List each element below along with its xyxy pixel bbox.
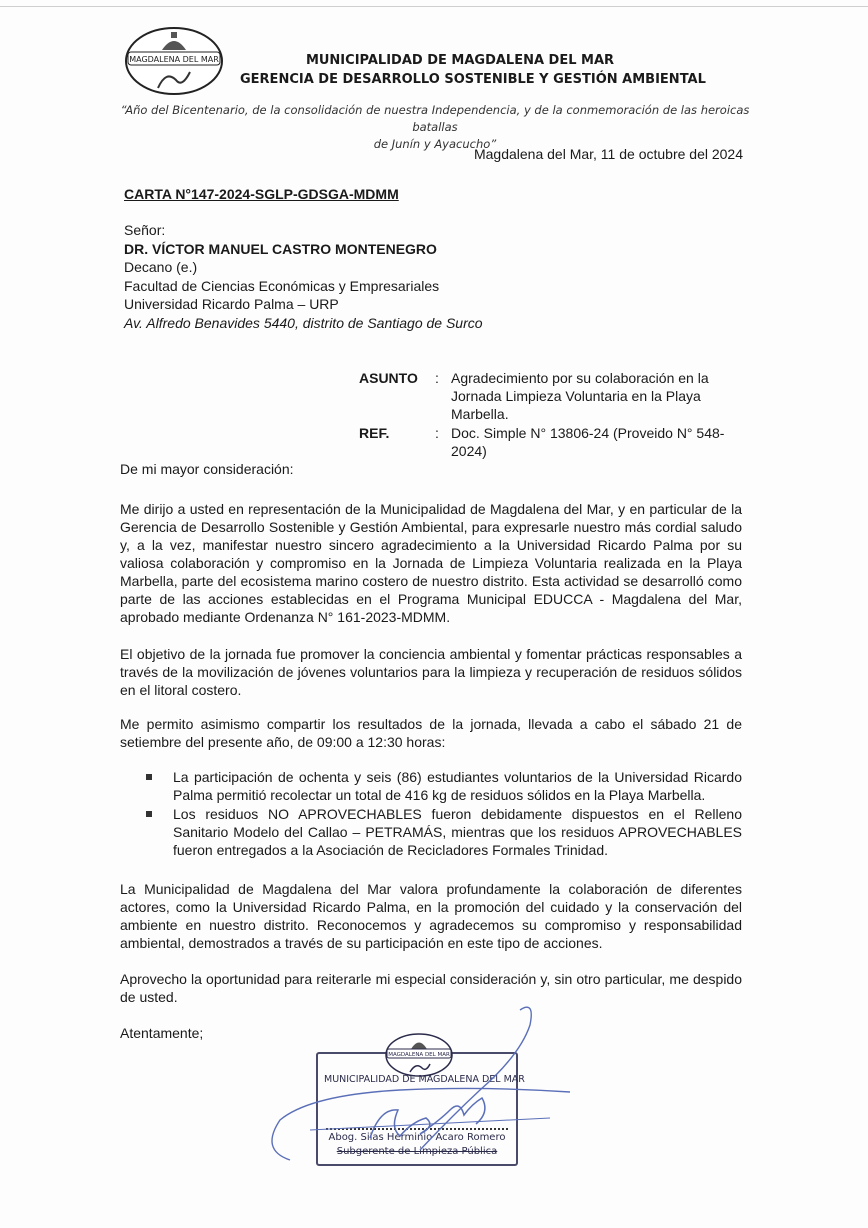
stamp-logo-text: MAGDALENA DEL MAR <box>388 1052 450 1058</box>
list-item <box>146 768 742 804</box>
paragraph-appreciation: La Municipalidad de Magdalena del Mar valora profundamente la colaboración de diferentes actores, como la Universidad Ricardo Palma, en la promoción del cuidado y la conservación del ambiente en nuestro distrito. Reconocemos y agradecemos su compromiso y responsabilidad ambiental, demostrados a través de su participación en este tipo de acciones. <box>120 881 742 951</box>
municipality-logo <box>124 26 224 96</box>
reference-row <box>359 424 759 459</box>
signer-title: Subgerente de Limpieza Pública <box>336 1146 498 1157</box>
subject-colon: : <box>435 370 439 386</box>
recipient-address: Av. Alfredo Benavides 5440, distrito de Santiago de Surco <box>124 314 483 331</box>
logo-text: MAGDALENA DEL MAR <box>129 55 219 64</box>
list-item-text: La participación de ochenta y seis (86) estudiantes voluntarios de la Universidad Ricardo Palma permitió recolectar un total de 416 kg de residuos sólidos en la Playa Marbella. <box>173 769 742 803</box>
paragraph-objective: El objetivo de la jornada fue promover la conciencia ambiental y fomentar prácticas responsables a través de la movilización de jóvenes voluntarios para la limpieza y recuperación de residuos sólidos en el litoral costero. <box>120 646 742 698</box>
list-item-text: Los residuos NO APROVECHABLES fueron debidamente dispuestos en el Relleno Sanitario Modelo del Callao – PETRAMÁS, mientras que los residuos APROVECHABLES fueron entregados a la Asociación de Recicladores Formales Trinidad. <box>173 806 742 858</box>
stamp-logo <box>384 1032 454 1078</box>
greeting: De mi mayor consideración: <box>120 461 294 477</box>
motto-line-1: “Año del Bicentenario, de la consolidación de nuestra Independencia, y de la conmemoración de las heroicas batallas <box>120 103 750 134</box>
paragraph-farewell: Aprovecho la oportunidad para reiterarle mi especial consideración y, sin otro particular, me despido de usted. <box>120 971 742 1005</box>
org-department: GERENCIA DE DESARROLLO SOSTENIBLE Y GESTIÓN AMBIENTAL <box>240 72 706 87</box>
paragraph-results: Me permito asimismo compartir los resultados de la jornada, llevada a cabo el sábado 21 de setiembre del presente año, de 09:00 a 12:30 horas: <box>120 716 742 750</box>
recipient-name: DR. VÍCTOR MANUEL CASTRO MONTENEGRO <box>124 240 437 257</box>
paragraph-intro: Me dirijo a usted en representación de la Municipalidad de Magdalena del Mar, y en particular de la Gerencia de Desarrollo Sostenible y Gestión Ambiental, para expresarle nuestro más cordial saludo y, a la vez, manifestar nuestro sincero agradecimiento a la Universidad Ricardo Palma por su valiosa colaboración y compromiso en la Jornada de Limpieza Voluntaria realizada en la Playa Marbella, parte del ecosistema marino costero de nuestro distrito. Esta actividad se desarrolló como parte de las acciones establecidas en el Programa Municipal EDUCCA - Magdalena del Mar, aprobado mediante Ordenanza N° 161-2023-MDMM. <box>120 501 742 625</box>
subject-value: Agradecimiento por su colaboración en la Jornada Limpieza Voluntaria en la Playa Marbella. <box>451 370 709 422</box>
bullet-marker <box>146 811 152 817</box>
recipient-block <box>124 221 483 332</box>
list-item <box>146 805 742 859</box>
reference-colon: : <box>435 425 439 441</box>
signer-name: Abog. Silas Herminio Acaro Romero <box>328 1132 506 1143</box>
subject-label: ASUNTO <box>359 370 418 386</box>
letter-code: CARTA N°147-2024-SGLP-GDSGA-MDMM <box>124 186 399 202</box>
reference-label: REF. <box>359 425 390 441</box>
recipient-role: Decano (e.) <box>124 259 198 275</box>
stamp-municipality: MUNICIPALIDAD DE MAGDALENA DEL MAR <box>324 1074 525 1085</box>
recipient-salutation: Señor: <box>124 222 166 238</box>
org-name: MUNICIPALIDAD DE MAGDALENA DEL MAR <box>305 53 615 68</box>
closing: Atentamente; <box>120 1025 204 1041</box>
letter-date: Magdalena del Mar, 11 de octubre del 2024 <box>473 146 743 162</box>
results-list <box>146 768 742 860</box>
top-rule <box>0 6 868 7</box>
reference-value: Doc. Simple N° 13806-24 (Proveido N° 548-2024) <box>451 425 725 459</box>
subject-row <box>359 369 759 422</box>
signature-line <box>326 1128 508 1130</box>
motto-line-2: de Junín y Ayacucho” <box>373 137 497 151</box>
organization-header <box>240 51 706 89</box>
official-stamp <box>316 1052 525 1166</box>
bullet-marker <box>146 774 152 780</box>
recipient-faculty: Facultad de Ciencias Económicas y Empresariales <box>124 277 440 294</box>
recipient-university: Universidad Ricardo Palma – URP <box>124 296 339 312</box>
